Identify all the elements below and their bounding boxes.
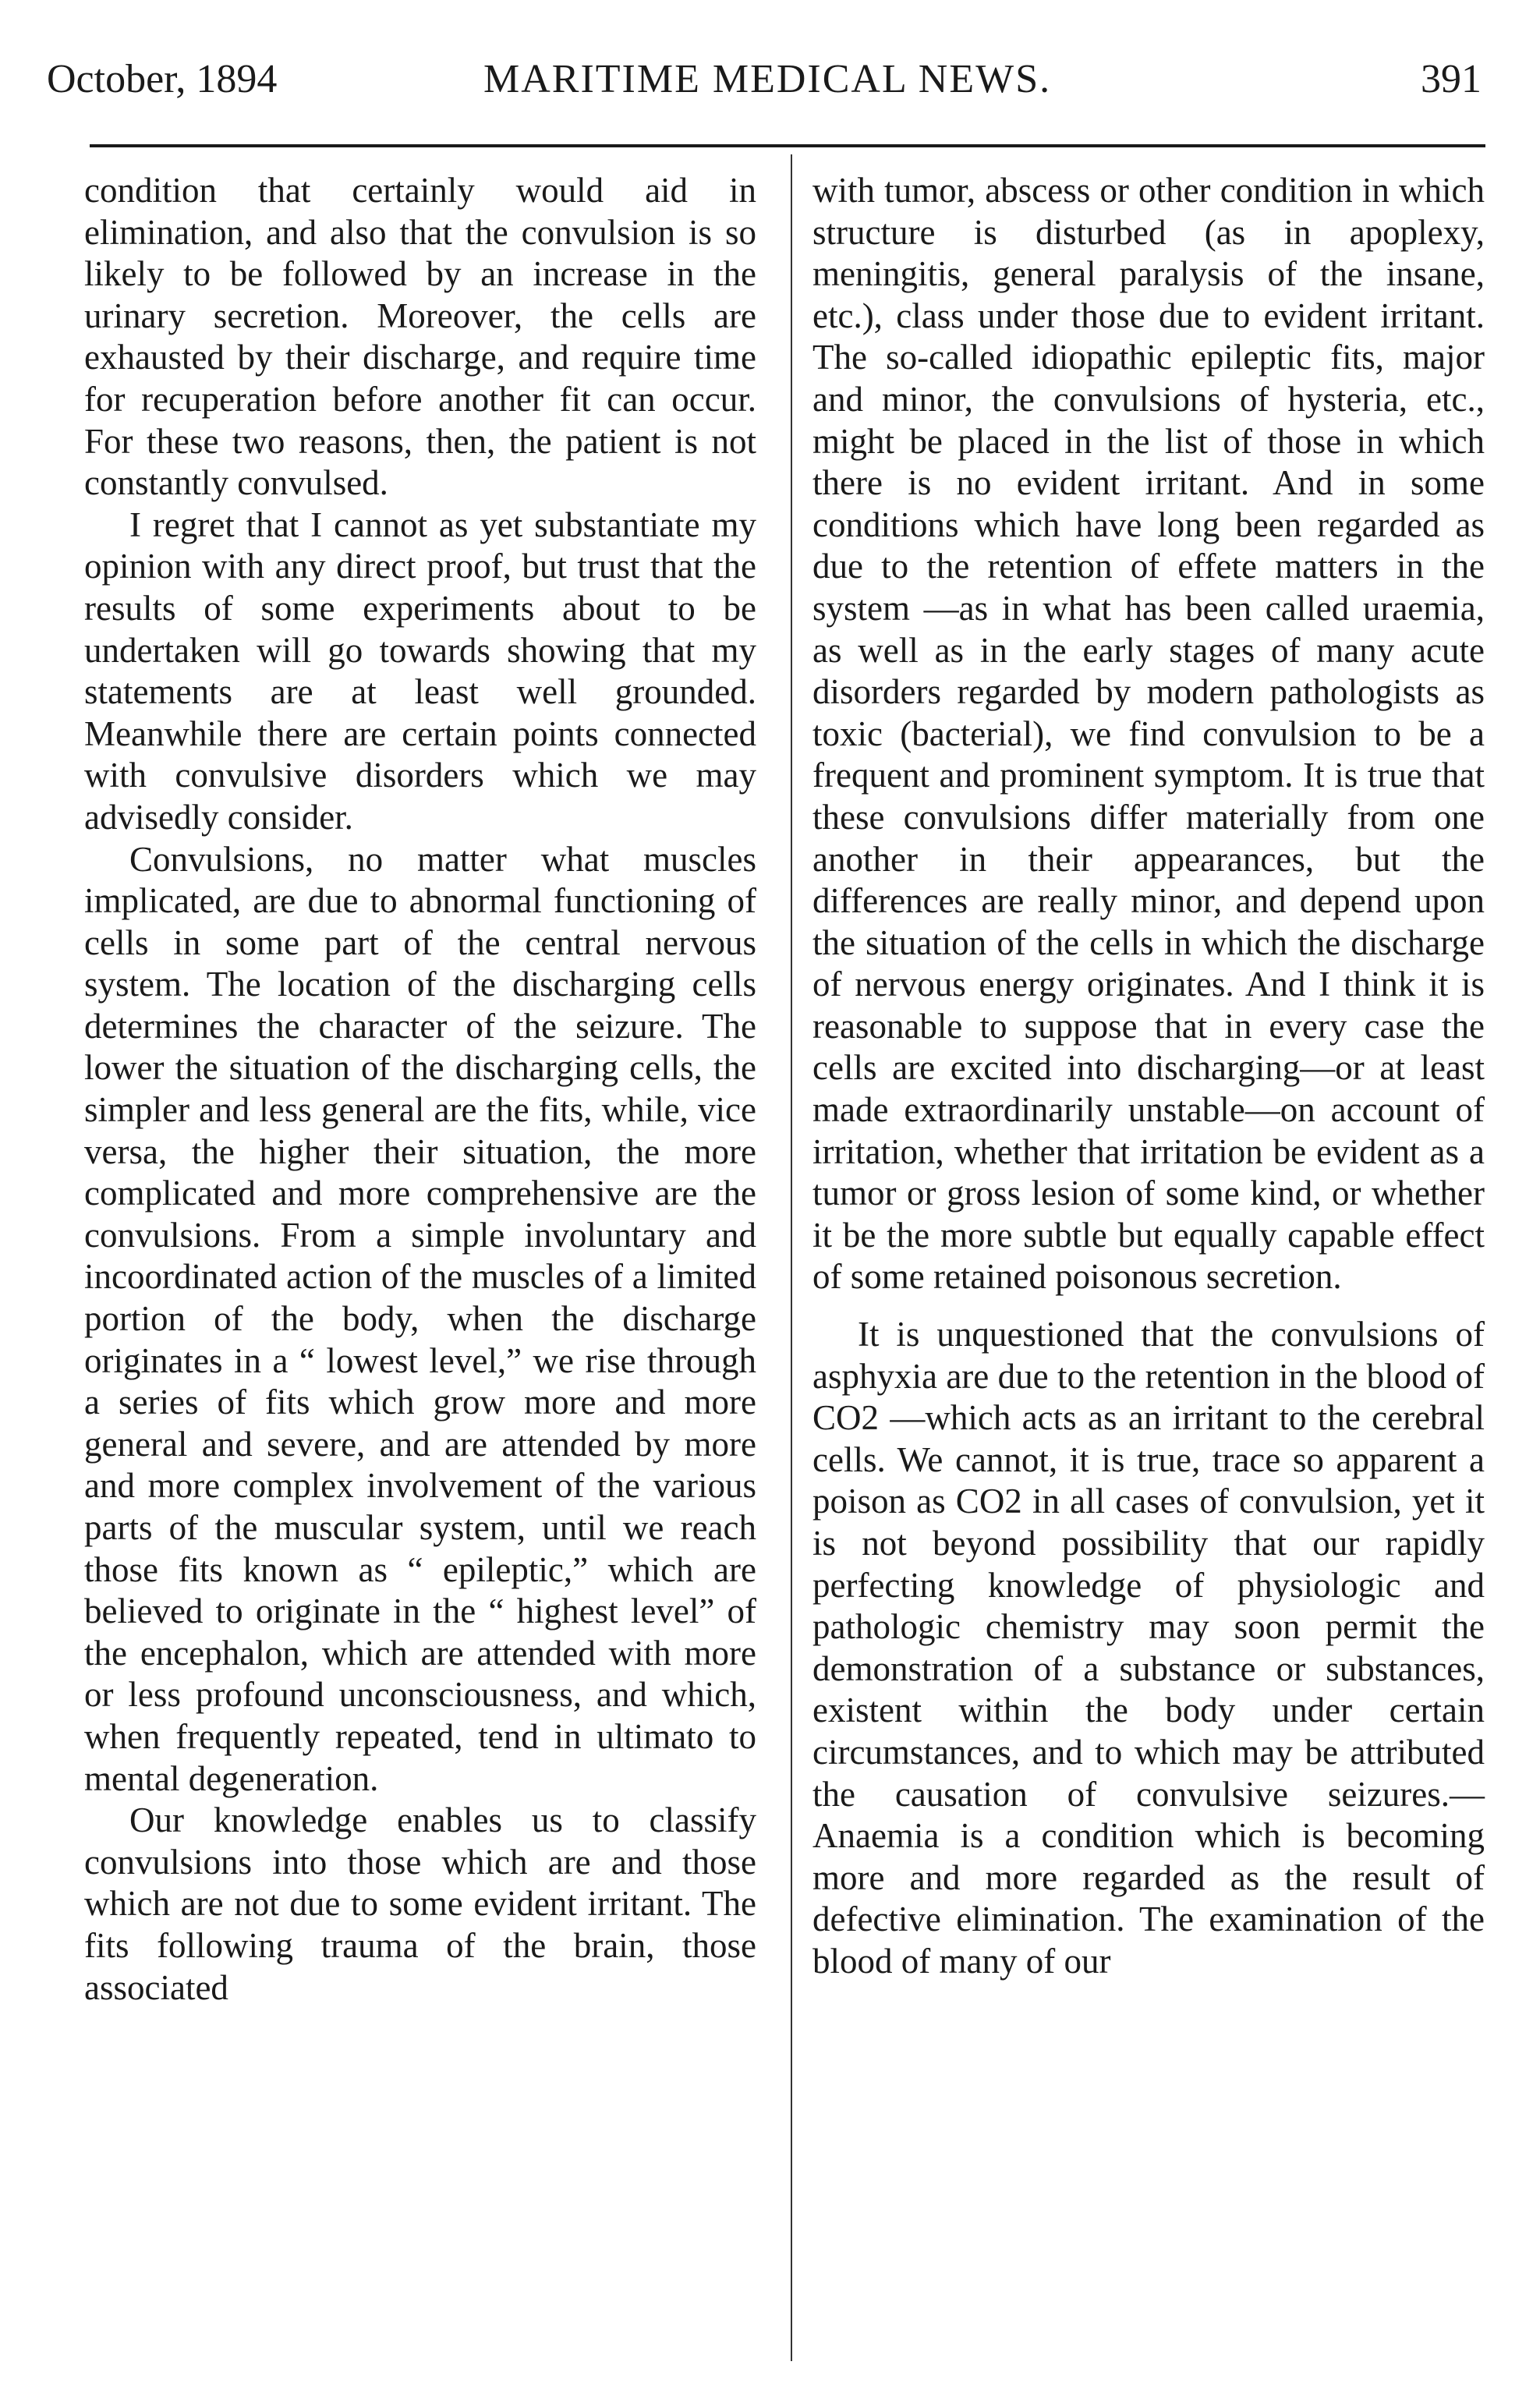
paragraph: Our knowledge enables us to classify convulsions into those which are and those which are not due to some evident irritant. The fits following trauma of the brain, those associated — [84, 1800, 756, 2007]
paragraph: Convulsions, no matter what muscles implicated, are due to abnormal functioning of cells in some part of the central nervous system. The location of the discharging cells determines the character of the seizure. The lower the situation of the discharging cells, the simpler and less general are the fits, while, vice versa, the higher their situation, the more complicated and more comprehensive are the convulsions. From a simple involuntary and incoordinated action of the muscles of a limited portion of the body, when the discharge originates in a “ lowest level,” we rise through a series of fits which grow more and more general and severe, and are attended by more and more complex involvement of the various parts of the muscular system, until we reach those fits known as “ epileptic,” which are believed to originate in the “ highest level” of the encephalon, which are attended with more or less profound unconsciousness, and which, when frequently repeated, tend in ultimato to mental degeneration. — [84, 839, 756, 1798]
paragraph: condition that certainly would aid in elimination, and also that the convulsion is so likely to be followed by an increase in the urinary secretion. Moreover, the cells are exhausted by their discharge, and require time for recuperation before another fit can occur. For these two reasons, then, the patient is not constantly convulsed. — [84, 171, 756, 503]
journal-title: MARITIME MEDICAL NEWS. — [483, 57, 1052, 101]
running-header — [47, 56, 1482, 119]
paragraph: I regret that I cannot as yet substantiate my opinion with any direct proof, but trust that the results of some experiments about to be undertaken will go towards showing that my statements are at least well grounded. Meanwhile there are certain points connected with convulsive disorders which we may advisedly consider. — [84, 505, 756, 837]
left-column — [84, 170, 756, 2009]
paragraph: It is unquestioned that the convulsions of asphyxia are due to the retention in the blood of CO2 —which acts as an irritant to the cerebral cells. We cannot, it is true, trace so apparent a poison as CO2 in all cases of convulsion, yet it is not beyond possibility that our rapidly perfecting knowledge of physiologic and pathologic chemistry may soon permit the demonstration of a substance or substances, existent within the body under certain circumstances, and to which may be attributed the causation of convulsive seizures.—Anaemia is a condition which is becoming more and more regarded as the result of defective elimination. The examination of the blood of many of our — [812, 1315, 1485, 1981]
issue-date: October, 1894 — [47, 57, 278, 101]
column-divider — [791, 154, 792, 2361]
paragraph: with tumor, abscess or other condition in which structure is disturbed (as in apoplexy, meningitis, general paralysis of the insane, etc.), class under those due to evident irritant. The so-called idiopathic epileptic fits, major and minor, the convulsions of hysteria, etc., might be placed in the list of those in which there is no evident irritant. And in some conditions which have long been regarded as due to the retention of effete matters in the system —as in what has been called uraemia, as well as in the early stages of many acute disorders regarded by modern pathologists as toxic (bacterial), we find convulsion to be a frequent and prominent symptom. It is true that these convulsions differ materially from one another in their appearances, but the differences are really minor, and depend upon the situation of the cells in which the discharge of nervous energy originates. And I think it is reasonable to suppose that in every case the cells are excited into discharging—or at least made extraordinarily unstable—on account of irritation, whether that irritation be evident as a tumor or gross lesion of some kind, or whether it be the more subtle but equally capable effect of some retained poisonous secretion. — [812, 171, 1485, 1297]
header-rule — [90, 144, 1485, 147]
page-number: 391 — [1421, 57, 1482, 101]
right-column — [812, 170, 1485, 1983]
